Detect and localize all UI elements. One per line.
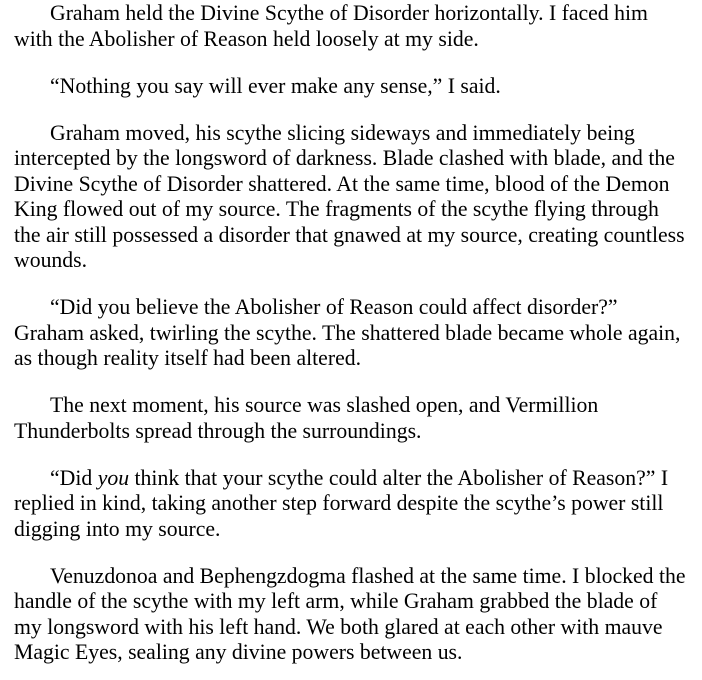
italic-text-segment: you	[97, 465, 130, 490]
text-segment: Graham moved, his scythe slicing sideways and immediately being intercepted by the longsword of darkness. Blade clashed with blade, and the Divine Scythe of Disorder shattered. At the same time, blood of the Demon King flowed out of my source. The fragments of the scythe flying through the air still possessed a disorder that gnawed at my source, creating countless wounds.	[14, 120, 685, 272]
text-segment: “Nothing you say will ever make any sense,” I said.	[50, 73, 501, 98]
paragraph	[14, 466, 688, 543]
paragraph	[14, 74, 688, 100]
text-segment: The next moment, his source was slashed open, and Vermillion Thunderbolts spread through the surroundings.	[14, 393, 599, 443]
paragraph	[14, 564, 688, 666]
paragraph	[14, 121, 688, 274]
text-segment: Graham held the Divine Scythe of Disorder horizontally. I faced him with the Abolisher of Reason held loosely at my side.	[14, 1, 648, 51]
text-segment: “Did	[50, 465, 98, 490]
paragraph	[14, 1, 688, 52]
text-segment: Venuzdonoa and Bephengzdogma flashed at the same time. I blocked the handle of the scythe with my left arm, while Graham grabbed the blade of my longsword with his left hand. We both glared at each other with mauve Magic Eyes, sealing any divine powers between us.	[14, 563, 686, 664]
paragraph	[14, 393, 688, 444]
paragraph-container	[14, 1, 688, 666]
paragraph	[14, 295, 688, 372]
text-segment: “Did you believe the Abolisher of Reason could affect disorder?” Graham asked, twirling the scythe. The shattered blade became whole again, as though reality itself had been altered.	[14, 295, 681, 370]
text-segment: think that your scythe could alter the Abolisher of Reason?” I replied in kind, taking another step forward despite the scythe’s power still digging into my source.	[14, 465, 669, 541]
